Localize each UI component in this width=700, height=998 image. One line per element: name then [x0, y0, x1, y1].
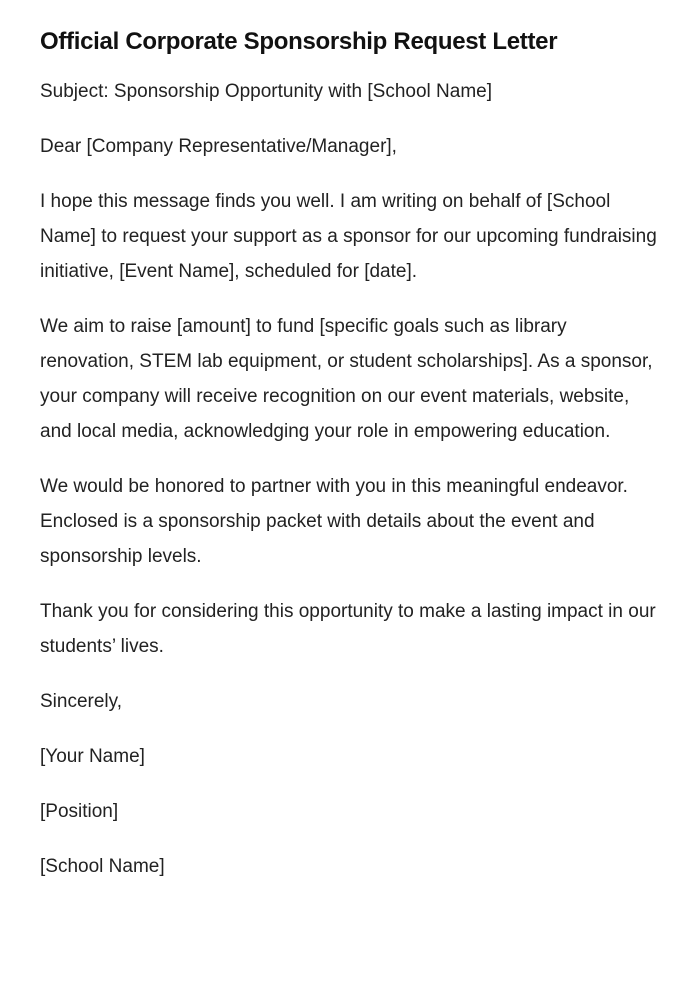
signature-position: [Position]	[40, 801, 119, 822]
signature-school: [School Name]	[40, 856, 165, 877]
body-paragraph-thanks: Thank you for considering this opportunity to make a lasting impact in our students’ lives.	[40, 601, 656, 657]
salutation: Dear [Company Representative/Manager],	[40, 136, 397, 157]
letter-title: Official Corporate Sponsorship Request Letter	[40, 28, 558, 55]
subject-line: Subject: Sponsorship Opportunity with [School Name]	[40, 81, 493, 102]
closing: Sincerely,	[40, 691, 123, 712]
body-paragraph-intro: I hope this message finds you well. I am writing on behalf of [School Name] to request your support as a sponsor for our upcoming fundraising initiative, [Event Name], scheduled for [date].	[40, 191, 657, 282]
signature-name: [Your Name]	[40, 746, 145, 767]
body-paragraph-partner: We would be honored to partner with you in this meaningful endeavor. Enclosed is a sponsorship packet with details about the event and sponsorship levels.	[40, 476, 628, 567]
body-paragraph-goals: We aim to raise [amount] to fund [specific goals such as library renovation, STEM lab equipment, or student scholarships]. As a sponsor, your company will receive recognition on our event materials, website, and local media, acknowledging your role in empowering education.	[40, 316, 653, 442]
